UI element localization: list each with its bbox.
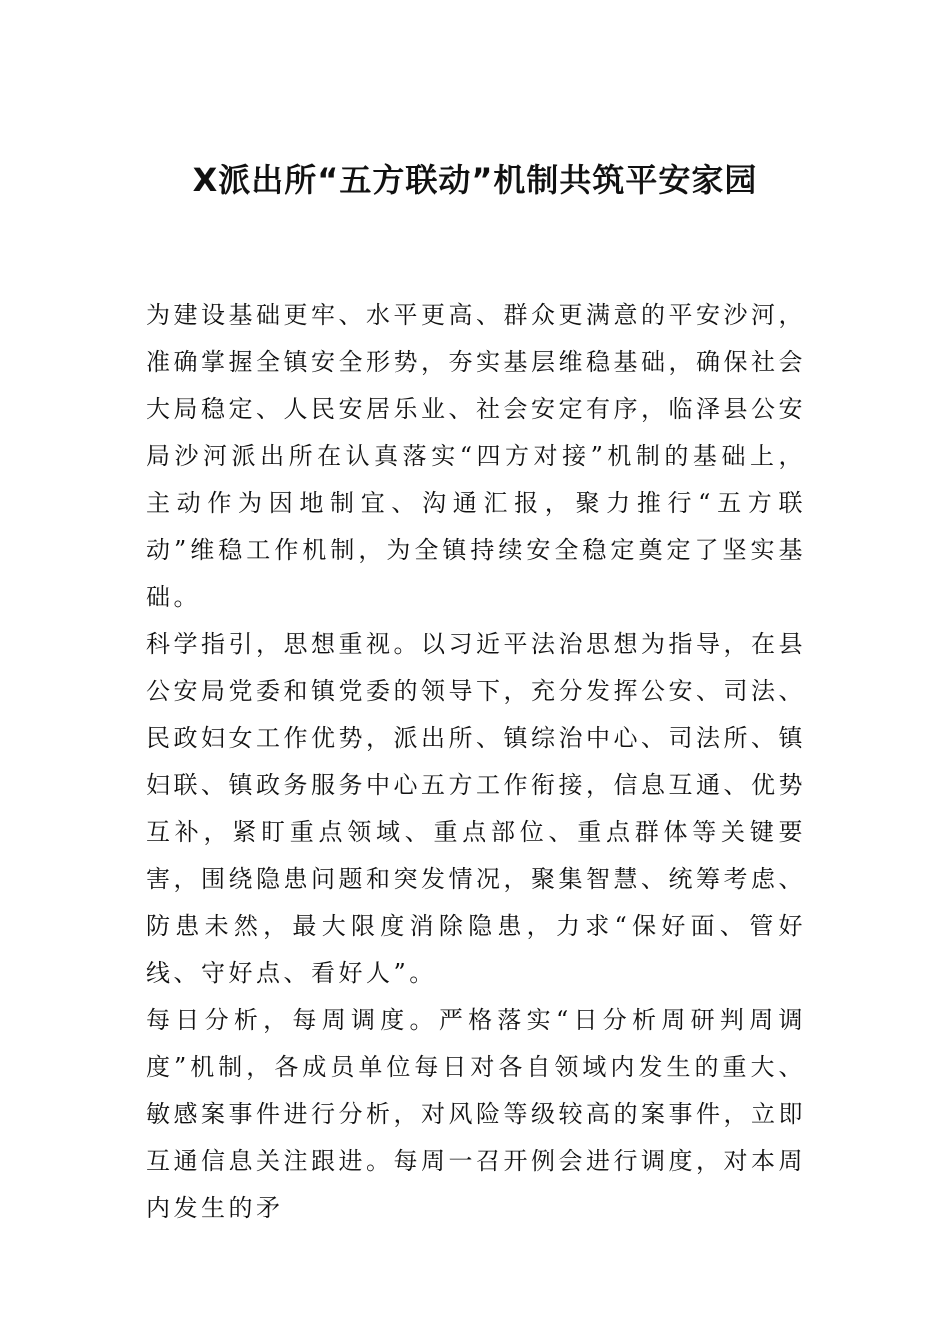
paragraph-intro: 为建设基础更牢、水平更高、群众更满意的平安沙河，准确掌握全镇安全形势，夯实基层维稳基础，确保社会大局稳定、人民安居乐业、社会安定有序，临泽县公安局沙河派出所在认真落实“四方对接”机制的基础上，主动作为因地制宜、沟通汇报，聚力推行“五方联动”维稳工作机制，为全镇持续安全稳定奠定了坚实基础。 (146, 301, 806, 611)
paragraph-guidance: 科学指引，思想重视。以习近平法治思想为指导，在县公安局党委和镇党委的领导下，充分发挥公安、司法、民政妇女工作优势，派出所、镇综治中心、司法所、镇妇联、镇政务服务中心五方工作衔接，信息互通、优势互补，紧盯重点领域、重点部位、重点群体等关键要害，围绕隐患问题和突发情况，聚集智慧、统筹考虑、防患未然，最大限度消除隐患，力求“保好面、管好线、守好点、看好人”。 (146, 630, 806, 987)
document-title: X派出所“五方联动”机制共筑平安家园 (192, 161, 758, 199)
document-body (146, 292, 806, 1232)
paragraph-analysis: 每日分析，每周调度。严格落实“日分析周研判周调度”机制，各成员单位每日对各自领域内发生的重大、敏感案事件进行分析，对风险等级较高的案事件，立即互通信息关注跟进。每周一召开例会进行调度，对本周内发生的矛 (146, 1006, 806, 1222)
